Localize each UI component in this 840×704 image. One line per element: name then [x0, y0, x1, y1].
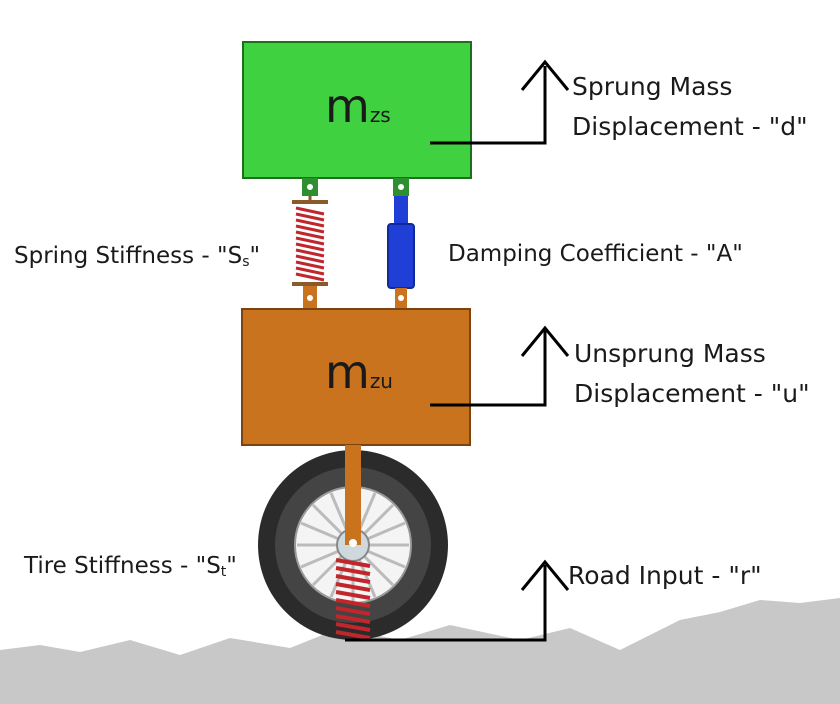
sprung-displacement-label-1: Sprung Mass: [572, 72, 733, 101]
axle-link: [345, 445, 361, 545]
road-surface: [0, 598, 840, 704]
damper: [388, 196, 414, 308]
damping-coefficient-label: Damping Coefficient - "A": [448, 241, 743, 267]
unsprung-displacement-label-1: Unsprung Mass: [574, 339, 766, 368]
sprung-displacement-label-2: Displacement - "d": [572, 112, 808, 141]
unsprung-mass-symbol: mzu: [325, 345, 393, 399]
suspension-spring: [292, 196, 328, 286]
tire-stiffness-label: Tire Stiffness - "St": [24, 553, 237, 580]
sprung-mass-symbol: mzs: [325, 79, 391, 133]
road-input-label: Road Input - "r": [568, 561, 762, 590]
spring-stiffness-label: Spring Stiffness - "Ss": [14, 243, 261, 270]
unsprung-displacement-label-2: Displacement - "u": [574, 379, 810, 408]
